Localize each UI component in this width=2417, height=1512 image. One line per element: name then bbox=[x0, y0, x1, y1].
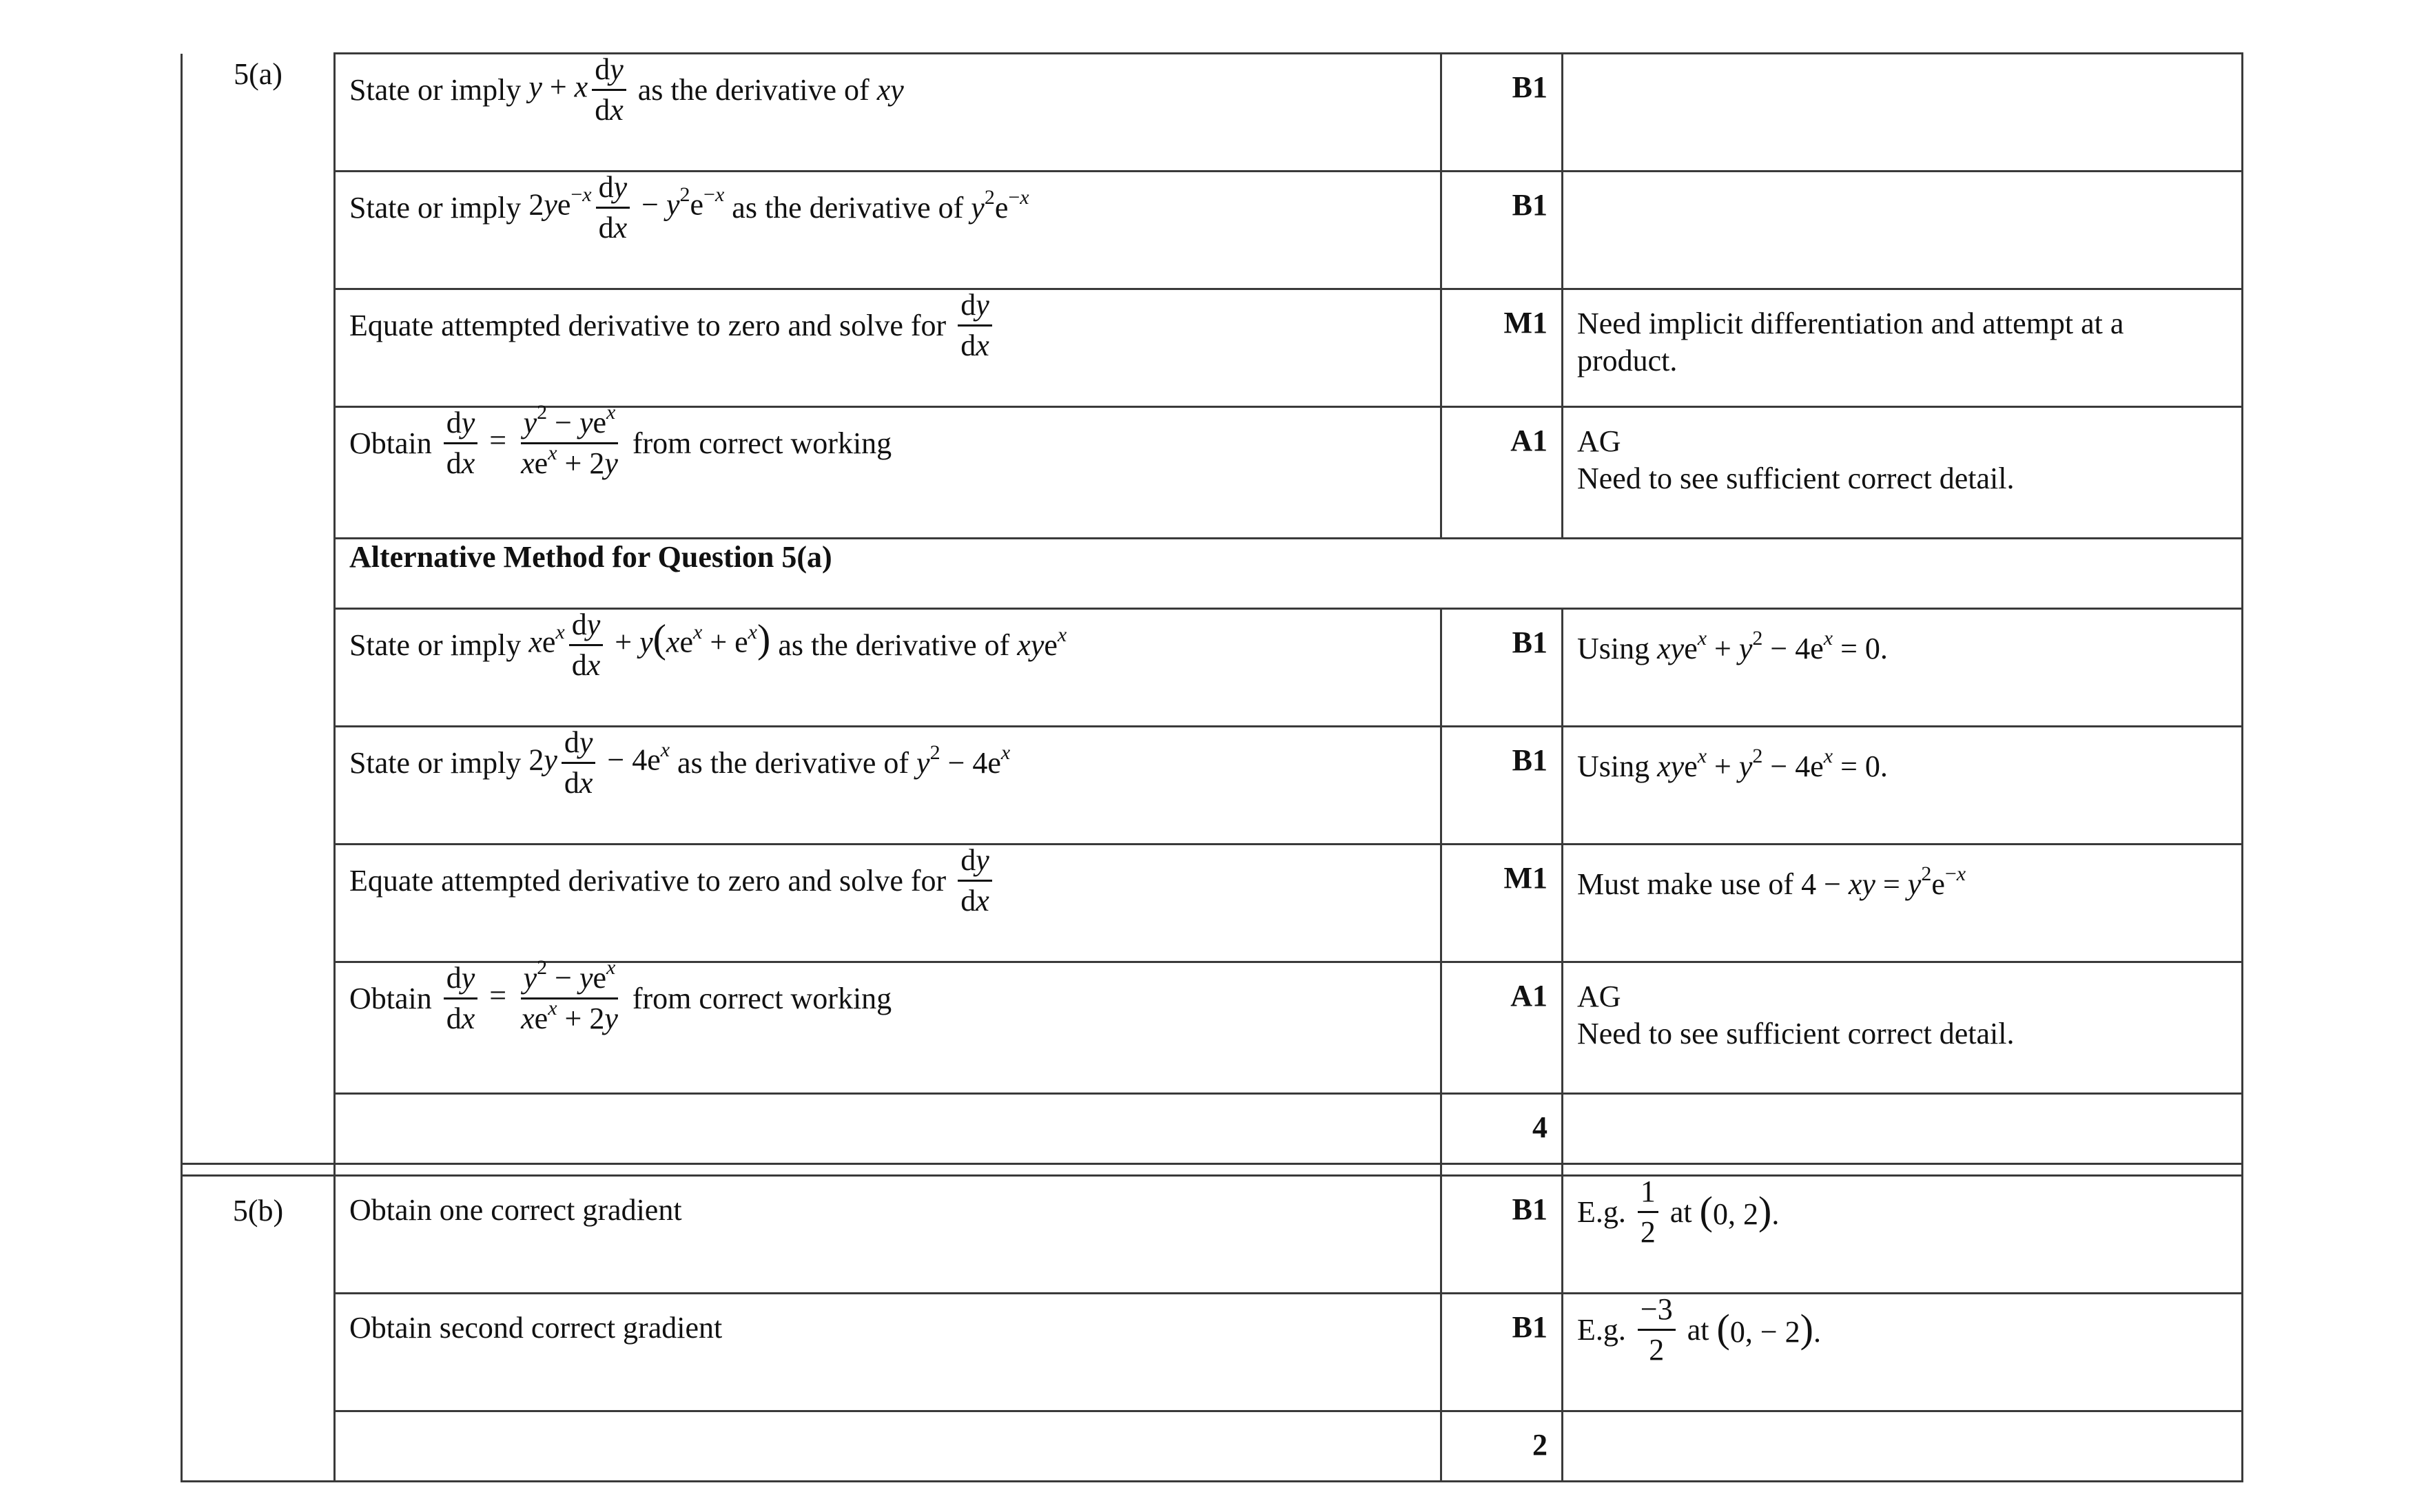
answer-text bbox=[336, 290, 1440, 361]
mark-cell bbox=[1441, 289, 1563, 407]
answer-text bbox=[336, 54, 1440, 125]
guidance-cell bbox=[1563, 727, 2243, 845]
guidance-text bbox=[1563, 172, 2241, 187]
table-row bbox=[182, 539, 2243, 609]
guidance-cell bbox=[1563, 289, 2243, 407]
math-expression: $2ye^{-x}$ $\frac{dy}{dx}$ − $y^2e^{-x}$ bbox=[528, 170, 725, 245]
mark-cell bbox=[1441, 609, 1563, 727]
table-row bbox=[182, 609, 2243, 727]
answer-suffix: as the derivative of bbox=[770, 628, 1018, 662]
math-expression: (0, − 2). bbox=[1716, 1306, 1821, 1351]
answer-text bbox=[336, 401, 1440, 480]
answer-suffix: as the derivative of bbox=[724, 191, 971, 225]
answer-prefix: Equate attempted derivative to zero and solve for bbox=[349, 309, 954, 342]
math-expression: xy bbox=[876, 73, 904, 107]
math-expression: $xye^x + y^2 - 4e^x = 0$. bbox=[1657, 627, 1888, 665]
math-expression: y + x $\frac{dy}{dx}$ bbox=[528, 54, 630, 125]
math-expression: 2y $\frac{dy}{dx}$ − $4e^x$ bbox=[528, 725, 670, 800]
mark-code: A1 bbox=[1510, 424, 1547, 457]
math-expression: $xye^x + y^2 - 4e^x = 0$. bbox=[1657, 745, 1888, 783]
math-expression: $\frac{dy}{dx}$ = $\frac{y^2 - ye^x}{xe^x + 2y}$ bbox=[440, 408, 625, 479]
table-row bbox=[182, 172, 2243, 289]
table-row bbox=[182, 407, 2243, 539]
mark-scheme bbox=[181, 52, 2241, 1482]
guidance-text: Need implicit differentiation and attempt at a product. bbox=[1577, 307, 2124, 377]
answer-cell bbox=[335, 609, 1441, 727]
math-expression: $y^2 - 4e^x$ bbox=[916, 741, 1011, 780]
total-row bbox=[182, 1094, 2243, 1164]
answer-cell bbox=[335, 1411, 1441, 1482]
guidance-text bbox=[1563, 1294, 2241, 1365]
mark-code: B1 bbox=[1512, 625, 1547, 659]
total-row bbox=[182, 1411, 2243, 1482]
guidance-cell bbox=[1563, 1411, 2243, 1482]
math-expression: $\frac{dy}{dx}$ = $\frac{y^2 - ye^x}{xe^x + 2y}$ bbox=[440, 963, 625, 1034]
guidance-text bbox=[1563, 1174, 2241, 1249]
guidance-cell bbox=[1563, 845, 2243, 962]
guidance-prefix: E.g. bbox=[1577, 1194, 1634, 1229]
section-divider bbox=[182, 1164, 2243, 1176]
guidance-prefix: E.g. bbox=[1577, 1312, 1634, 1347]
table-row bbox=[182, 845, 2243, 962]
guidance-cell bbox=[1563, 962, 2243, 1094]
guidance-line: AG bbox=[1577, 980, 1621, 1013]
guidance-text bbox=[1563, 845, 2241, 903]
answer-text: Obtain second correct gradient bbox=[349, 1311, 723, 1345]
answer-cell bbox=[335, 1094, 1441, 1164]
answer-cell bbox=[335, 401, 1441, 539]
mark-code: B1 bbox=[1512, 1192, 1547, 1226]
answer-suffix: from correct working bbox=[624, 982, 892, 1015]
question-number-cell bbox=[182, 1176, 335, 1482]
answer-text: Obtain one correct gradient bbox=[349, 1193, 682, 1227]
mark-code: B1 bbox=[1512, 1310, 1547, 1344]
guidance-text bbox=[1563, 610, 2241, 667]
guidance-text bbox=[1563, 963, 2241, 1053]
guidance-at: at bbox=[1662, 1194, 1700, 1229]
answer-text bbox=[336, 845, 1440, 916]
math-expression: 4 − xy = $y^2e^{-x}$ bbox=[1801, 862, 1966, 901]
guidance-cell bbox=[1563, 609, 2243, 727]
answer-cell bbox=[335, 54, 1441, 172]
answer-suffix: as the derivative of bbox=[630, 73, 877, 107]
answer-prefix: State or imply bbox=[349, 73, 529, 107]
table-row bbox=[182, 1176, 2243, 1294]
answer-text bbox=[336, 956, 1440, 1035]
answer-prefix: Obtain bbox=[349, 982, 440, 1015]
mark-code: M1 bbox=[1503, 306, 1547, 340]
total-marks: 2 bbox=[1532, 1428, 1547, 1462]
guidance-cell bbox=[1563, 1294, 2243, 1411]
table-row bbox=[182, 289, 2243, 407]
math-expression: $\frac{1}{2}$ bbox=[1638, 1177, 1658, 1247]
mark-cell bbox=[1441, 1176, 1563, 1294]
answer-text bbox=[336, 610, 1440, 681]
table-row bbox=[182, 1294, 2243, 1411]
mark-cell bbox=[1441, 1411, 1563, 1482]
answer-cell bbox=[335, 727, 1441, 845]
guidance-at: at bbox=[1679, 1312, 1717, 1347]
answer-cell bbox=[335, 1294, 1441, 1411]
guidance-prefix: Using bbox=[1577, 632, 1658, 665]
math-expression: (0, 2). bbox=[1699, 1188, 1780, 1233]
answer-cell bbox=[335, 845, 1441, 962]
mark-cell bbox=[1441, 727, 1563, 845]
mark-cell bbox=[1441, 1294, 1563, 1411]
table-row bbox=[182, 727, 2243, 845]
mark-cell bbox=[1441, 54, 1563, 172]
answer-prefix: Obtain bbox=[349, 426, 440, 460]
table-row bbox=[182, 962, 2243, 1094]
guidance-text bbox=[1563, 408, 2241, 497]
mark-scheme-table bbox=[181, 52, 2243, 1482]
answer-cell bbox=[335, 172, 1441, 289]
mark-cell bbox=[1441, 172, 1563, 289]
question-number-cell bbox=[182, 54, 335, 1164]
mark-code: M1 bbox=[1503, 861, 1547, 895]
math-expression: $xe^x$ $\frac{dy}{dx}$ + $y(xe^x + e^x)$ bbox=[528, 608, 771, 682]
table-row bbox=[182, 54, 2243, 172]
mark-code: B1 bbox=[1512, 70, 1547, 104]
alternative-method-heading: Alternative Method for Question 5(a) bbox=[349, 540, 832, 574]
math-expression: $\frac{dy}{dx}$ bbox=[958, 845, 992, 916]
answer-cell bbox=[335, 956, 1441, 1094]
math-expression: xye$^x$ bbox=[1017, 623, 1067, 662]
answer-prefix: State or imply bbox=[349, 191, 529, 225]
mark-cell bbox=[1441, 962, 1563, 1094]
answer-suffix: from correct working bbox=[624, 426, 892, 460]
answer-prefix: State or imply bbox=[349, 746, 529, 780]
total-marks: 4 bbox=[1532, 1110, 1547, 1144]
guidance-prefix: Must make use of bbox=[1577, 867, 1802, 901]
guidance-cell bbox=[1563, 1176, 2243, 1294]
guidance-cell bbox=[1563, 407, 2243, 539]
answer-prefix: State or imply bbox=[349, 628, 529, 662]
guidance-text bbox=[1563, 727, 2241, 785]
answer-prefix: Equate attempted derivative to zero and solve for bbox=[349, 864, 954, 898]
guidance-line: Need to see sufficient correct detail. bbox=[1577, 1017, 2015, 1050]
math-expression: $y^2e^{-x}$ bbox=[971, 186, 1029, 225]
math-expression: $\frac{-3}{2}$ bbox=[1638, 1294, 1676, 1365]
mark-cell bbox=[1441, 1094, 1563, 1164]
mark-cell bbox=[1441, 845, 1563, 962]
guidance-line: AG bbox=[1577, 424, 1621, 458]
guidance-cell bbox=[1563, 54, 2243, 172]
math-expression: $\frac{dy}{dx}$ bbox=[958, 290, 992, 361]
answer-text bbox=[336, 172, 1440, 243]
mark-cell bbox=[1441, 407, 1563, 539]
guidance-cell bbox=[1563, 1094, 2243, 1164]
answer-cell bbox=[335, 1176, 1441, 1294]
guidance-prefix: Using bbox=[1577, 749, 1658, 783]
guidance-line: Need to see sufficient correct detail. bbox=[1577, 462, 2015, 495]
answer-cell bbox=[335, 289, 1441, 407]
answer-text bbox=[336, 727, 1440, 798]
answer-suffix: as the derivative of bbox=[670, 746, 917, 780]
mark-code: B1 bbox=[1512, 743, 1547, 777]
guidance-cell bbox=[1563, 172, 2243, 289]
alternative-heading-cell bbox=[335, 539, 2243, 609]
mark-code: A1 bbox=[1510, 979, 1547, 1013]
question-number: 5(a) bbox=[234, 56, 282, 91]
question-number: 5(b) bbox=[232, 1194, 284, 1228]
guidance-text bbox=[1563, 54, 2241, 70]
mark-code: B1 bbox=[1512, 188, 1547, 222]
